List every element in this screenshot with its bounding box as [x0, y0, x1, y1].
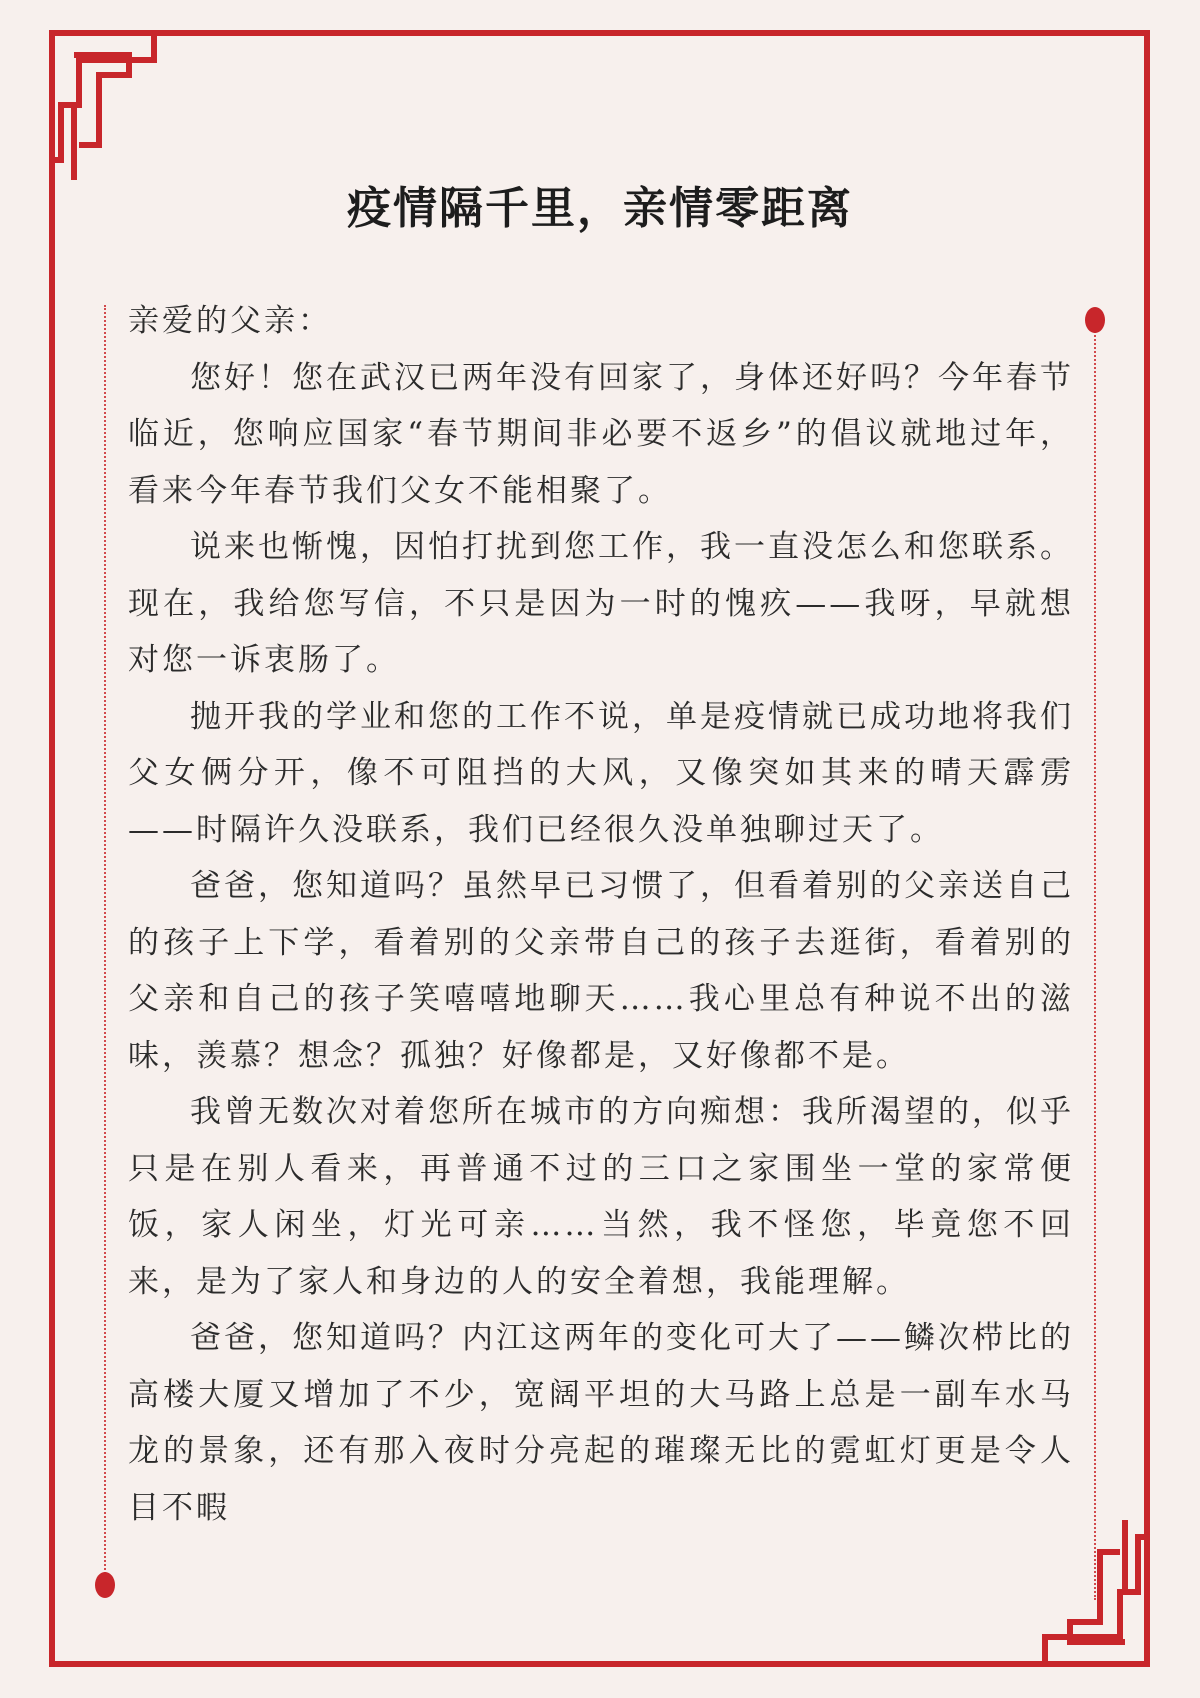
- right-dotted-guide: [1094, 320, 1096, 1600]
- paragraph-5: 我曾无数次对着您所在城市的方向痴想：我所渴望的，似乎只是在别人看来，再普通不过的三口之家围坐一堂的家常便饭，家人闲坐，灯光可亲……当然，我不怪您，毕竟您不回来，是为了家人和身边的人的安全着想，我能理解。: [128, 1094, 1074, 1300]
- corner-ornament-bottom-right: [1030, 1520, 1150, 1667]
- paragraph-4: 爸爸，您知道吗？虽然早已习惯了，但看着别的父亲送自己的孩子上下学，看着别的父亲带自己的孩子去逛街，看着别的父亲和自己的孩子笑嘻嘻地聊天……我心里总有种说不出的滋味，羡慕？想念？孤独？好像都是，又好像都不是。: [128, 868, 1074, 1074]
- right-red-dot: [1085, 307, 1105, 333]
- left-red-dot: [95, 1572, 115, 1598]
- salutation: 亲爱的父亲：: [128, 303, 332, 339]
- letter-body: [128, 293, 1074, 1536]
- paragraph-6: 爸爸，您知道吗？内江这两年的变化可大了——鳞次栉比的高楼大厦又增加了不少，宽阔平坦的大马路上总是一副车水马龙的景象，还有那入夜时分亮起的璀璨无比的霓虹灯更是令人目不暇: [128, 1320, 1074, 1526]
- letter-title: 疫情隔千里，亲情零距离: [347, 183, 853, 234]
- paragraph-2: 说来也惭愧，因怕打扰到您工作，我一直没怎么和您联系。现在，我给您写信，不只是因为一时的愧疚——我呀，早就想对您一诉衷肠了。: [128, 529, 1074, 678]
- left-dotted-guide: [104, 305, 106, 1585]
- corner-ornament-top-left: [49, 30, 169, 180]
- paragraph-3: 抛开我的学业和您的工作不说，单是疫情就已成功地将我们父女俩分开，像不可阻挡的大风，又像突如其来的晴天霹雳——时隔许久没联系，我们已经很久没单独聊过天了。: [128, 698, 1074, 848]
- paragraph-1: 您好！您在武汉已两年没有回家了，身体还好吗？今年春节临近，您响应国家“春节期间非必要不返乡”的倡议就地过年，看来今年春节我们父女不能相聚了。: [128, 359, 1074, 509]
